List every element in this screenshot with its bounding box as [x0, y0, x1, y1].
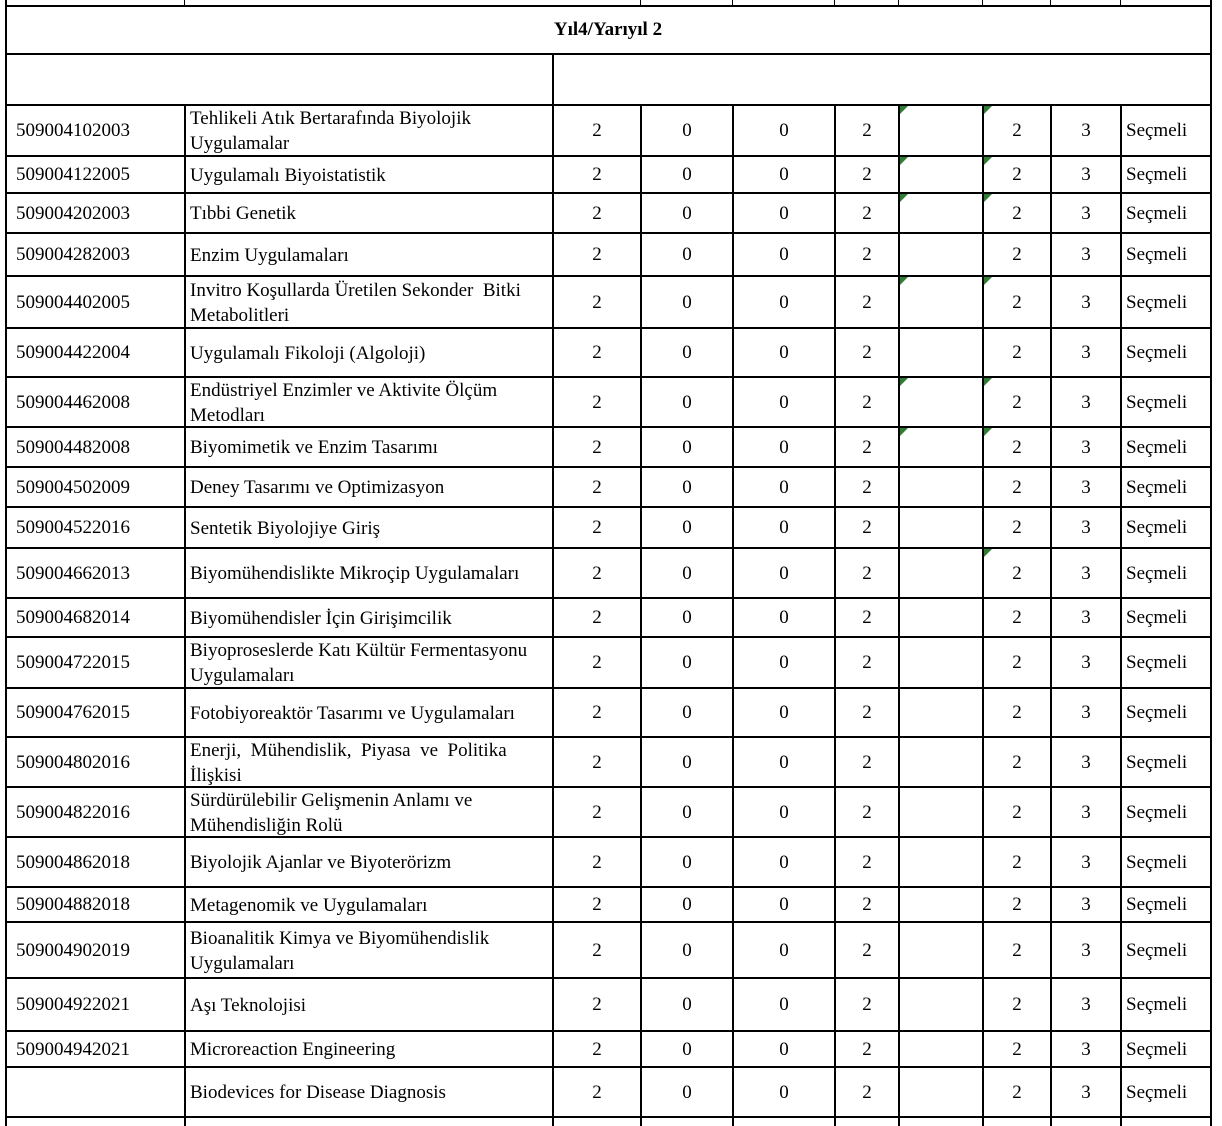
value-cell-c1: 2	[592, 801, 602, 823]
course-type: Seçmeli	[1126, 517, 1188, 538]
top-border	[6, 5, 1211, 7]
course-code: 509004862018	[16, 851, 130, 873]
value-cell-c4: 2	[862, 751, 872, 773]
course-name	[185, 888, 553, 922]
value-cell-c1: 2	[592, 851, 602, 873]
value-cell-c6: 2	[1012, 894, 1022, 915]
value-cell-c6: 2	[1012, 1081, 1022, 1103]
course-code: 509004722015	[16, 652, 130, 673]
course-name	[185, 738, 553, 787]
value-cell-c5	[899, 1068, 983, 1117]
value-cell-c4: 2	[862, 894, 872, 915]
course-type: Seçmeli	[1126, 436, 1188, 458]
cell-indicator-icon	[984, 157, 992, 165]
value-cell-c2: 0	[682, 702, 692, 723]
value-cell-c2: 0	[682, 562, 692, 584]
value-cell-c3: 0	[779, 342, 789, 363]
title-bottom-border	[6, 53, 1211, 55]
value-cell-c7: 3	[1081, 291, 1091, 313]
course-name	[185, 106, 553, 156]
course-type: Seçmeli	[1126, 652, 1188, 673]
course-name	[185, 234, 553, 276]
value-cell-c4: 2	[862, 702, 872, 723]
course-code: 509004502009	[16, 476, 130, 498]
course-name-line: Enzim Uygulamaları	[190, 244, 349, 266]
cell-indicator-icon	[900, 157, 908, 165]
course-code: 509004942021	[16, 1038, 130, 1060]
value-cell-c4: 2	[862, 801, 872, 823]
course-code: 509004662013	[16, 562, 130, 584]
value-cell-c3: 0	[779, 164, 789, 185]
course-name-line: Deney Tasarımı ve Optimizasyon	[190, 477, 445, 498]
value-cell-c3: 0	[779, 476, 789, 498]
course-name-line: Uygulamalar	[190, 133, 290, 154]
value-cell-c6: 2	[1012, 607, 1022, 628]
value-cell-c2: 0	[682, 244, 692, 265]
course-name-line: Sentetik Biyolojiye Giriş	[190, 517, 380, 539]
value-cell-c1: 2	[592, 994, 602, 1015]
course-name-line: Biyoproseslerde Katı Kültür Fermentasyonu	[190, 640, 528, 661]
value-cell-c2: 0	[682, 751, 692, 773]
course-name-line: Fotobiyoreaktör Tasarımı ve Uygulamaları	[190, 702, 515, 724]
value-cell-c2: 0	[682, 517, 692, 538]
course-type: Seçmeli	[1126, 291, 1188, 313]
value-cell-c6: 2	[1012, 436, 1022, 458]
value-cell-c7: 3	[1081, 1081, 1091, 1103]
column-border-top	[640, 0, 641, 6]
value-cell-c4: 2	[862, 607, 872, 628]
course-name-line: Biyolojik Ajanlar ve Biyoterörizm	[190, 852, 452, 873]
value-cell-c3: 0	[779, 894, 789, 915]
value-cell-c3: 0	[779, 391, 789, 413]
value-cell-c7: 3	[1081, 391, 1091, 413]
value-cell-c1: 2	[592, 607, 602, 628]
value-cell-c1: 2	[592, 342, 602, 363]
course-code: 509004462008	[16, 391, 130, 413]
value-cell-c1: 2	[592, 1081, 602, 1103]
cell-indicator-icon	[900, 277, 908, 285]
course-name-line: Uygulamalı Fikoloji (Algoloji)	[190, 342, 426, 364]
course-name-line: Bioanalitik Kimya ve Biyomühendislik	[190, 927, 490, 949]
value-cell-c1: 2	[592, 476, 602, 498]
value-cell-c4: 2	[862, 202, 872, 224]
value-cell-c5	[899, 599, 983, 637]
course-name-line: Mühendisliğin Rolü	[190, 814, 343, 836]
value-cell-c5	[899, 329, 983, 377]
value-cell-c2: 0	[682, 1081, 692, 1103]
course-code: 509004822016	[16, 801, 130, 823]
value-cell-c2: 0	[682, 607, 692, 628]
value-cell-c7: 3	[1081, 244, 1091, 265]
column-border-top	[834, 0, 835, 6]
value-cell-c7: 3	[1081, 562, 1091, 584]
value-cell-c1: 2	[592, 652, 602, 673]
cell-indicator-icon	[900, 194, 908, 202]
value-cell-c6: 2	[1012, 994, 1022, 1015]
value-cell-c6: 2	[1012, 652, 1022, 673]
value-cell-c4: 2	[862, 851, 872, 873]
course-type: Seçmeli	[1126, 476, 1188, 498]
value-cell-c6: 2	[1012, 939, 1022, 961]
cell-indicator-icon	[984, 549, 992, 557]
value-cell-c3: 0	[779, 652, 789, 673]
column-border-top	[898, 0, 899, 6]
value-cell-c1: 2	[592, 436, 602, 458]
value-cell-c1: 2	[592, 244, 602, 265]
value-cell-c7: 3	[1081, 652, 1091, 673]
value-cell-c4: 2	[862, 562, 872, 584]
course-name	[185, 923, 553, 978]
value-cell-c7: 3	[1081, 342, 1091, 363]
course-name	[185, 1032, 553, 1067]
value-cell-c5	[899, 838, 983, 887]
course-name	[185, 329, 553, 377]
course-name-line: İlişkisi	[190, 764, 242, 786]
course-name-line: Sürdürülebilir Gelişmenin Anlamı ve	[190, 789, 473, 811]
column-border-top	[184, 0, 185, 6]
course-type: Seçmeli	[1126, 702, 1188, 723]
value-cell-c5	[899, 378, 983, 427]
value-cell-c5	[899, 508, 983, 548]
course-name	[185, 428, 553, 467]
value-cell-c5	[899, 468, 983, 507]
value-cell-c2: 0	[682, 939, 692, 961]
course-code: 509004922021	[16, 994, 130, 1015]
course-type: Seçmeli	[1126, 1081, 1188, 1103]
course-name-line: Biyomühendisler İçin Girişimcilik	[190, 607, 452, 629]
value-cell-c4: 2	[862, 436, 872, 458]
course-name	[185, 788, 553, 837]
value-cell-c4: 2	[862, 391, 872, 413]
value-cell-c7: 3	[1081, 1038, 1091, 1060]
course-name	[185, 1068, 553, 1117]
value-cell-c4: 2	[862, 164, 872, 185]
value-cell-c4: 2	[862, 994, 872, 1015]
value-cell-c2: 0	[682, 476, 692, 498]
value-cell-c1: 2	[592, 751, 602, 773]
value-cell-c7: 3	[1081, 894, 1091, 915]
value-cell-c6: 2	[1012, 291, 1022, 313]
value-cell-c6: 2	[1012, 517, 1022, 538]
cell-indicator-icon	[984, 378, 992, 386]
course-type: Seçmeli	[1126, 894, 1188, 915]
value-cell-c5	[899, 157, 983, 193]
value-cell-c1: 2	[592, 164, 602, 185]
value-cell-c4: 2	[862, 652, 872, 673]
value-cell-c4: 2	[862, 342, 872, 363]
course-code: 509004422004	[16, 342, 130, 363]
value-cell-c6: 2	[1012, 801, 1022, 823]
value-cell-c2: 0	[682, 202, 692, 224]
course-name-line: Uygulamalı Biyoistatistik	[190, 164, 386, 186]
value-cell-c5	[899, 194, 983, 233]
value-cell-c5	[899, 788, 983, 837]
course-type: Seçmeli	[1126, 562, 1188, 584]
value-cell-c3: 0	[779, 202, 789, 224]
cell-indicator-icon	[984, 106, 992, 114]
value-cell-c6: 2	[1012, 164, 1022, 185]
value-cell-c5	[899, 106, 983, 156]
course-name	[185, 689, 553, 737]
value-cell-c5	[899, 549, 983, 598]
value-cell-c1: 2	[592, 702, 602, 723]
course-name	[185, 277, 553, 328]
course-name-line: Biyomühendislikte Mikroçip Uygulamaları	[190, 563, 520, 584]
course-name	[185, 549, 553, 598]
value-cell-c6: 2	[1012, 751, 1022, 773]
value-cell-c1: 2	[592, 894, 602, 915]
course-name	[185, 157, 553, 193]
course-code: 509004482008	[16, 436, 130, 458]
value-cell-c2: 0	[682, 1038, 692, 1060]
value-cell-c7: 3	[1081, 607, 1091, 628]
course-name-line: Uygulamaları	[190, 665, 295, 686]
value-cell-c3: 0	[779, 244, 789, 265]
value-cell-c3: 0	[779, 751, 789, 773]
course-code: 509004202003	[16, 202, 130, 224]
column-border-top	[982, 0, 983, 6]
value-cell-c4: 2	[862, 517, 872, 538]
course-type: Seçmeli	[1126, 164, 1188, 185]
value-cell-c2: 0	[682, 391, 692, 413]
value-cell-c6: 2	[1012, 120, 1022, 141]
course-name-line: Biyomimetik ve Enzim Tasarımı	[190, 437, 438, 458]
value-cell-c6: 2	[1012, 202, 1022, 224]
value-cell-c7: 3	[1081, 702, 1091, 723]
course-name	[185, 838, 553, 887]
course-type: Seçmeli	[1126, 607, 1188, 628]
value-cell-c4: 2	[862, 476, 872, 498]
course-type: Seçmeli	[1126, 244, 1188, 265]
course-code: 509004762015	[16, 702, 130, 723]
value-cell-c6: 2	[1012, 562, 1022, 584]
course-type: Seçmeli	[1126, 751, 1188, 773]
course-code: 509004522016	[16, 517, 130, 538]
course-name-line: Invitro Koşullarda Üretilen Sekonder Bitki	[190, 279, 521, 301]
cell-indicator-icon	[984, 277, 992, 285]
value-cell-c7: 3	[1081, 164, 1091, 185]
value-cell-c2: 0	[682, 894, 692, 915]
course-name	[185, 979, 553, 1031]
value-cell-c1: 2	[592, 1038, 602, 1060]
course-name	[185, 599, 553, 637]
value-cell-c1: 2	[592, 562, 602, 584]
value-cell-c2: 0	[682, 801, 692, 823]
course-type: Seçmeli	[1126, 994, 1188, 1015]
value-cell-c1: 2	[592, 391, 602, 413]
value-cell-c3: 0	[779, 702, 789, 723]
course-type: Seçmeli	[1126, 391, 1188, 413]
value-cell-c5	[899, 888, 983, 922]
value-cell-c1: 2	[592, 517, 602, 538]
course-type: Seçmeli	[1126, 851, 1188, 873]
value-cell-c5	[899, 923, 983, 978]
value-cell-c4: 2	[862, 291, 872, 313]
value-cell-c6: 2	[1012, 476, 1022, 498]
value-cell-c5	[899, 234, 983, 276]
course-name-line: Uygulamaları	[190, 952, 295, 974]
cell-indicator-icon	[900, 106, 908, 114]
value-cell-c2: 0	[682, 342, 692, 363]
course-type: Seçmeli	[1126, 342, 1188, 363]
value-cell-c3: 0	[779, 1038, 789, 1060]
value-cell-c3: 0	[779, 562, 789, 584]
value-cell-c4: 2	[862, 244, 872, 265]
value-cell-c7: 3	[1081, 436, 1091, 458]
value-cell-c5	[899, 979, 983, 1031]
course-type: Seçmeli	[1126, 939, 1188, 961]
column-border-top	[1050, 0, 1051, 6]
course-name	[185, 638, 553, 688]
course-name-line: Microreaction Engineering	[190, 1039, 396, 1060]
value-cell-c7: 3	[1081, 751, 1091, 773]
table-title: Yıl4/Yarıyıl 2	[553, 19, 663, 40]
course-name	[185, 508, 553, 548]
value-cell-c5	[899, 1032, 983, 1067]
value-cell-c1: 2	[592, 120, 602, 141]
value-cell-c6: 2	[1012, 244, 1022, 265]
course-type: Seçmeli	[1126, 120, 1188, 141]
course-code: 509004682014	[16, 607, 130, 628]
course-name-line: Biodevices for Disease Diagnosis	[190, 1082, 446, 1103]
value-cell-c3: 0	[779, 801, 789, 823]
value-cell-c7: 3	[1081, 476, 1091, 498]
value-cell-c7: 3	[1081, 202, 1091, 224]
cell-indicator-icon	[984, 428, 992, 436]
value-cell-c3: 0	[779, 607, 789, 628]
course-code: 509004282003	[16, 244, 130, 265]
cell-indicator-icon	[900, 428, 908, 436]
value-cell-c4: 2	[862, 1081, 872, 1103]
value-cell-c3: 0	[779, 436, 789, 458]
course-code: 509004902019	[16, 939, 130, 961]
value-cell-c1: 2	[592, 939, 602, 961]
course-name-line: Metabolitleri	[190, 304, 290, 326]
course-code: 509004882018	[16, 894, 130, 915]
course-name-line: Metodları	[190, 404, 265, 426]
value-cell-c3: 0	[779, 517, 789, 538]
cell-indicator-icon	[984, 194, 992, 202]
value-cell-c3: 0	[779, 939, 789, 961]
value-cell-c7: 3	[1081, 801, 1091, 823]
value-cell-c3: 0	[779, 851, 789, 873]
value-cell-c7: 3	[1081, 517, 1091, 538]
course-name-line: Aşı Teknolojisi	[190, 994, 307, 1016]
course-name-line: Tehlikeli Atık Bertarafında Biyolojik	[190, 108, 471, 129]
course-code: 509004102003	[16, 120, 130, 141]
value-cell-c2: 0	[682, 994, 692, 1015]
course-name-line: Tıbbi Genetik	[190, 203, 297, 224]
course-name-line: Metagenomik ve Uygulamaları	[190, 894, 428, 916]
value-cell-c2: 0	[682, 436, 692, 458]
value-cell-c7: 3	[1081, 994, 1091, 1015]
value-cell-c3: 0	[779, 994, 789, 1015]
value-cell-c6: 2	[1012, 851, 1022, 873]
course-name-line: Endüstriyel Enzimler ve Aktivite Ölçüm	[190, 379, 498, 401]
course-name	[185, 468, 553, 507]
course-name	[185, 194, 553, 233]
course-code: 509004122005	[16, 164, 130, 185]
value-cell-c2: 0	[682, 652, 692, 673]
value-cell-c2: 0	[682, 291, 692, 313]
value-cell-c6: 2	[1012, 342, 1022, 363]
value-cell-c6: 2	[1012, 391, 1022, 413]
value-cell-c7: 3	[1081, 939, 1091, 961]
value-cell-c7: 3	[1081, 851, 1091, 873]
value-cell-c6: 2	[1012, 702, 1022, 723]
value-cell-c5	[899, 277, 983, 328]
value-cell-c2: 0	[682, 120, 692, 141]
course-name-line: Enerji, Mühendislik, Piyasa ve Politika	[190, 739, 507, 761]
value-cell-c5	[899, 638, 983, 688]
value-cell-c6: 2	[1012, 1038, 1022, 1060]
course-code: 509004402005	[16, 291, 130, 313]
course-name	[185, 378, 553, 427]
value-cell-c4: 2	[862, 1038, 872, 1060]
value-cell-c7: 3	[1081, 120, 1091, 141]
value-cell-c3: 0	[779, 291, 789, 313]
course-type: Seçmeli	[1126, 202, 1188, 224]
column-border-top	[732, 0, 733, 6]
value-cell-c2: 0	[682, 164, 692, 185]
value-cell-c1: 2	[592, 291, 602, 313]
value-cell-c3: 0	[779, 1081, 789, 1103]
course-type: Seçmeli	[1126, 1038, 1188, 1060]
value-cell-c5	[899, 689, 983, 737]
value-cell-c2: 0	[682, 851, 692, 873]
course-code: 509004802016	[16, 751, 130, 773]
column-border-top	[1120, 0, 1121, 6]
cell-indicator-icon	[900, 378, 908, 386]
course-type: Seçmeli	[1126, 801, 1188, 823]
value-cell-c1: 2	[592, 202, 602, 224]
value-cell-c3: 0	[779, 120, 789, 141]
value-cell-c4: 2	[862, 939, 872, 961]
course-code	[6, 1068, 185, 1117]
value-cell-c5	[899, 738, 983, 787]
value-cell-c4: 2	[862, 120, 872, 141]
value-cell-c5	[899, 428, 983, 467]
